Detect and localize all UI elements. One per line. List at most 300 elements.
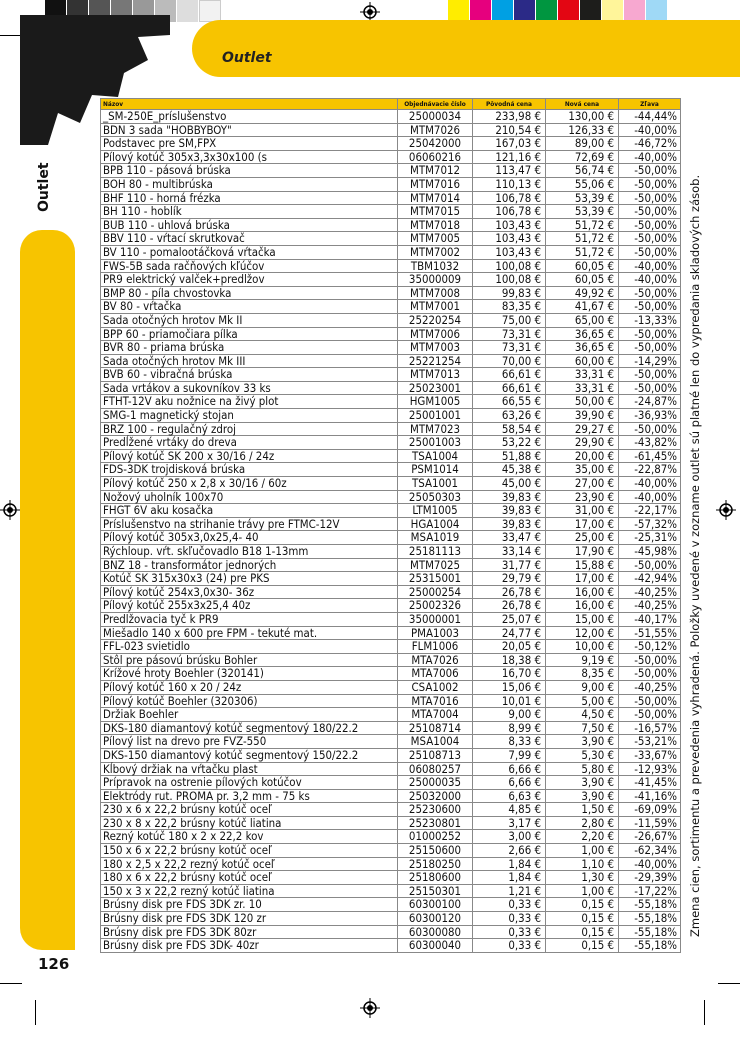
- side-section-label: Outlet: [36, 162, 52, 212]
- cell-name: Brúsny disk pre FDS 3DK 120 zr: [101, 912, 398, 926]
- table-row: [101, 123, 681, 137]
- cell-new-price: 36,65 €: [546, 327, 619, 341]
- table-row: [101, 653, 681, 667]
- cell-name: Pílový kotúč 160 x 20 / 24z: [101, 680, 398, 694]
- cell-order-number: MTM7001: [398, 300, 473, 314]
- table-row: [101, 463, 681, 477]
- cell-order-number: MTA7004: [398, 708, 473, 722]
- cell-name: BV 110 - pomalootáčková vŕtačka: [101, 245, 398, 259]
- cell-discount: -50,00%: [619, 327, 681, 341]
- cell-original-price: 100,08 €: [473, 259, 546, 273]
- cell-original-price: 20,05 €: [473, 640, 546, 654]
- table-row: [101, 626, 681, 640]
- cell-original-price: 4,85 €: [473, 803, 546, 817]
- cell-new-price: 2,80 €: [546, 816, 619, 830]
- cell-original-price: 6,66 €: [473, 776, 546, 790]
- cell-order-number: 25220254: [398, 313, 473, 327]
- cell-discount: -24,87%: [619, 395, 681, 409]
- cell-name: Pílový kotúč Boehler (320306): [101, 694, 398, 708]
- table-row: [101, 273, 681, 287]
- cell-name: Držiak Boehler: [101, 708, 398, 722]
- cell-original-price: 210,54 €: [473, 123, 546, 137]
- cell-original-price: 1,21 €: [473, 884, 546, 898]
- cell-name: BPB 110 - pásová brúska: [101, 164, 398, 178]
- cell-new-price: 35,00 €: [546, 463, 619, 477]
- cell-original-price: 6,66 €: [473, 762, 546, 776]
- cell-new-price: 33,31 €: [546, 381, 619, 395]
- table-row: [101, 477, 681, 491]
- table-row: [101, 789, 681, 803]
- cell-name: Sada otočných hrotov Mk III: [101, 354, 398, 368]
- table-row: [101, 381, 681, 395]
- cell-new-price: 5,00 €: [546, 694, 619, 708]
- cell-order-number: MSA1019: [398, 531, 473, 545]
- cell-name: BUB 110 - uhlová brúska: [101, 218, 398, 232]
- cell-order-number: 25150600: [398, 844, 473, 858]
- cell-order-number: 25023001: [398, 381, 473, 395]
- cell-name: Krížové hroty Boehler (320141): [101, 667, 398, 681]
- cell-new-price: 39,90 €: [546, 409, 619, 423]
- cell-order-number: TBM1032: [398, 259, 473, 273]
- cell-name: BPP 60 - priamočiara pílka: [101, 327, 398, 341]
- cell-discount: -12,93%: [619, 762, 681, 776]
- cell-name: Pílový list na drevo pre FVZ-550: [101, 735, 398, 749]
- cell-name: FHGT 6V aku kosačka: [101, 504, 398, 518]
- cell-order-number: MTM7002: [398, 245, 473, 259]
- cell-name: Brúsny disk pre FDS 3DK zr. 10: [101, 898, 398, 912]
- cell-discount: -51,55%: [619, 626, 681, 640]
- cell-discount: -40,25%: [619, 680, 681, 694]
- cell-new-price: 29,27 €: [546, 422, 619, 436]
- header-new-price: Nová cena: [546, 99, 619, 110]
- cell-order-number: 25150301: [398, 884, 473, 898]
- cell-discount: -41,16%: [619, 789, 681, 803]
- cell-name: Pílový kotúč 254x3,0x30- 36z: [101, 585, 398, 599]
- cell-name: BHF 110 - horná frézka: [101, 191, 398, 205]
- cell-discount: -50,00%: [619, 232, 681, 246]
- cell-order-number: 25000034: [398, 110, 473, 124]
- cell-original-price: 110,13 €: [473, 177, 546, 191]
- cell-new-price: 0,15 €: [546, 898, 619, 912]
- cell-name: Rýchloup. vŕt. skľučovadlo B18 1-13mm: [101, 545, 398, 559]
- cell-original-price: 8,33 €: [473, 735, 546, 749]
- cell-discount: -57,32%: [619, 517, 681, 531]
- cell-discount: -55,18%: [619, 912, 681, 926]
- cell-order-number: MTA7016: [398, 694, 473, 708]
- table-row: [101, 912, 681, 926]
- cell-order-number: MTM7026: [398, 123, 473, 137]
- cell-discount: -50,00%: [619, 694, 681, 708]
- table-row: [101, 517, 681, 531]
- table-row: [101, 422, 681, 436]
- cell-name: _SM-250E_príslušenstvo: [101, 110, 398, 124]
- cell-new-price: 10,00 €: [546, 640, 619, 654]
- cell-name: FTHT-12V aku nožnice na živý plot: [101, 395, 398, 409]
- cell-original-price: 100,08 €: [473, 273, 546, 287]
- cell-new-price: 8,35 €: [546, 667, 619, 681]
- cell-name: Brúsny disk pre FDS 3DK- 40zr: [101, 939, 398, 953]
- cell-order-number: MTM7015: [398, 205, 473, 219]
- cell-order-number: 25230600: [398, 803, 473, 817]
- cell-original-price: 0,33 €: [473, 898, 546, 912]
- cell-name: Kĺbový držiak na vŕtačku plast: [101, 762, 398, 776]
- cell-new-price: 126,33 €: [546, 123, 619, 137]
- cell-new-price: 1,10 €: [546, 857, 619, 871]
- cell-discount: -53,21%: [619, 735, 681, 749]
- cell-new-price: 1,00 €: [546, 844, 619, 858]
- table-row: [101, 857, 681, 871]
- cell-order-number: 01000252: [398, 830, 473, 844]
- cell-new-price: 33,31 €: [546, 368, 619, 382]
- cell-new-price: 50,00 €: [546, 395, 619, 409]
- table-row: [101, 680, 681, 694]
- cell-new-price: 9,19 €: [546, 653, 619, 667]
- table-row: [101, 354, 681, 368]
- table-row: [101, 300, 681, 314]
- cell-new-price: 0,15 €: [546, 939, 619, 953]
- cell-discount: -40,00%: [619, 123, 681, 137]
- cell-order-number: MTM7016: [398, 177, 473, 191]
- table-header-row: [101, 99, 681, 110]
- cell-discount: -50,00%: [619, 286, 681, 300]
- cell-order-number: 35000001: [398, 612, 473, 626]
- table-row: [101, 259, 681, 273]
- cell-new-price: 130,00 €: [546, 110, 619, 124]
- outlet-table: [100, 98, 681, 953]
- table-row: [101, 205, 681, 219]
- cell-new-price: 16,00 €: [546, 599, 619, 613]
- cell-name: BVB 60 - vibračná brúska: [101, 368, 398, 382]
- cell-new-price: 17,00 €: [546, 572, 619, 586]
- cell-original-price: 33,47 €: [473, 531, 546, 545]
- cell-original-price: 45,38 €: [473, 463, 546, 477]
- cell-discount: -40,25%: [619, 599, 681, 613]
- cell-order-number: MSA1004: [398, 735, 473, 749]
- cell-original-price: 75,00 €: [473, 313, 546, 327]
- cell-order-number: 25180250: [398, 857, 473, 871]
- table-row: [101, 137, 681, 151]
- cell-order-number: 60300100: [398, 898, 473, 912]
- cell-name: BVR 80 - priama brúska: [101, 341, 398, 355]
- cell-order-number: CSA1002: [398, 680, 473, 694]
- cell-new-price: 2,20 €: [546, 830, 619, 844]
- cell-original-price: 99,83 €: [473, 286, 546, 300]
- cell-name: FFL-023 svietidlo: [101, 640, 398, 654]
- cell-name: BDN 3 sada "HOBBYBOY": [101, 123, 398, 137]
- cell-order-number: 25042000: [398, 137, 473, 151]
- cell-original-price: 66,55 €: [473, 395, 546, 409]
- cell-name: DKS-150 diamantový kotúč segmentový 150/22.2: [101, 748, 398, 762]
- cell-discount: -40,00%: [619, 490, 681, 504]
- cell-name: BV 80 - vŕtačka: [101, 300, 398, 314]
- registration-mark-icon: [360, 998, 380, 1018]
- cell-discount: -55,18%: [619, 925, 681, 939]
- cell-order-number: 25221254: [398, 354, 473, 368]
- table-row: [101, 830, 681, 844]
- cell-new-price: 60,00 €: [546, 354, 619, 368]
- cell-name: FDS-3DK trojdisková brúska: [101, 463, 398, 477]
- table-row: [101, 449, 681, 463]
- cell-discount: -16,57%: [619, 721, 681, 735]
- table-row: [101, 191, 681, 205]
- table-row: [101, 409, 681, 423]
- cell-discount: -50,00%: [619, 205, 681, 219]
- cell-order-number: HGA1004: [398, 517, 473, 531]
- cell-new-price: 60,05 €: [546, 273, 619, 287]
- table-row: [101, 327, 681, 341]
- cell-order-number: HGM1005: [398, 395, 473, 409]
- table-row: [101, 150, 681, 164]
- cell-discount: -40,00%: [619, 273, 681, 287]
- table-row: [101, 735, 681, 749]
- table-row: [101, 490, 681, 504]
- cell-original-price: 106,78 €: [473, 205, 546, 219]
- cell-original-price: 16,70 €: [473, 667, 546, 681]
- cell-new-price: 15,00 €: [546, 612, 619, 626]
- cell-discount: -50,00%: [619, 708, 681, 722]
- cell-original-price: 39,83 €: [473, 517, 546, 531]
- table-row: [101, 776, 681, 790]
- cell-order-number: TSA1001: [398, 477, 473, 491]
- cell-discount: -55,18%: [619, 939, 681, 953]
- cell-discount: -17,22%: [619, 884, 681, 898]
- cell-discount: -40,00%: [619, 259, 681, 273]
- cell-new-price: 31,00 €: [546, 504, 619, 518]
- cell-discount: -13,33%: [619, 313, 681, 327]
- cell-original-price: 3,17 €: [473, 816, 546, 830]
- cell-new-price: 51,72 €: [546, 232, 619, 246]
- cell-order-number: 25032000: [398, 789, 473, 803]
- disclaimer-note: Zmena cien, sortimentu a prevedenia vyhradená. Položky uvedené v zozname outlet sú platné len do vypredania skladových zásob.: [688, 174, 702, 937]
- cell-new-price: 25,00 €: [546, 531, 619, 545]
- table-row: [101, 667, 681, 681]
- table-row: [101, 245, 681, 259]
- cell-original-price: 106,78 €: [473, 191, 546, 205]
- cell-discount: -50,00%: [619, 653, 681, 667]
- cell-order-number: MTM7008: [398, 286, 473, 300]
- cell-new-price: 0,15 €: [546, 925, 619, 939]
- cell-name: PR9 elektrický valček+predlžov: [101, 273, 398, 287]
- cell-name: Miešadlo 140 x 600 pre FPM - tekuté mat.: [101, 626, 398, 640]
- cell-original-price: 103,43 €: [473, 218, 546, 232]
- cell-new-price: 41,67 €: [546, 300, 619, 314]
- cell-name: 180 x 2,5 x 22,2 rezný kotúč oceľ: [101, 857, 398, 871]
- table-row: [101, 164, 681, 178]
- cell-new-price: 49,92 €: [546, 286, 619, 300]
- header-discount: Zľava: [619, 99, 681, 110]
- cell-new-price: 7,50 €: [546, 721, 619, 735]
- cmyk-color-bar: [448, 0, 668, 22]
- cell-original-price: 9,00 €: [473, 708, 546, 722]
- cell-new-price: 53,39 €: [546, 191, 619, 205]
- cell-order-number: 25108714: [398, 721, 473, 735]
- cell-original-price: 3,00 €: [473, 830, 546, 844]
- cell-original-price: 39,83 €: [473, 504, 546, 518]
- cell-name: Pílový kotúč SK 200 x 30/16 / 24z: [101, 449, 398, 463]
- cell-discount: -40,25%: [619, 585, 681, 599]
- registration-mark-icon: [716, 500, 736, 520]
- cell-original-price: 73,31 €: [473, 341, 546, 355]
- cell-original-price: 0,33 €: [473, 939, 546, 953]
- registration-mark-icon: [360, 2, 380, 22]
- cell-name: Pílový kotúč 250 x 2,8 x 30/16 / 60z: [101, 477, 398, 491]
- cell-discount: -42,94%: [619, 572, 681, 586]
- cell-original-price: 167,03 €: [473, 137, 546, 151]
- cell-original-price: 1,84 €: [473, 857, 546, 871]
- table-row: [101, 436, 681, 450]
- cell-original-price: 45,00 €: [473, 477, 546, 491]
- cell-new-price: 5,80 €: [546, 762, 619, 776]
- cell-name: Pílový kotúč 305x3,3x30x100 (s: [101, 150, 398, 164]
- cell-new-price: 89,00 €: [546, 137, 619, 151]
- cell-name: Príslušenstvo na strihanie trávy pre FTMC-12V: [101, 517, 398, 531]
- cell-order-number: MTA7006: [398, 667, 473, 681]
- cell-discount: -50,00%: [619, 245, 681, 259]
- cell-name: 150 x 3 x 22,2 rezný kotúč liatina: [101, 884, 398, 898]
- cell-original-price: 8,99 €: [473, 721, 546, 735]
- cell-original-price: 51,88 €: [473, 449, 546, 463]
- cell-original-price: 25,07 €: [473, 612, 546, 626]
- cell-new-price: 3,90 €: [546, 776, 619, 790]
- cell-name: Podstavec pre SM,FPX: [101, 137, 398, 151]
- cell-new-price: 65,00 €: [546, 313, 619, 327]
- cell-name: 150 x 6 x 22,2 brúsny kotúč oceľ: [101, 844, 398, 858]
- cell-discount: -50,00%: [619, 422, 681, 436]
- table-row: [101, 313, 681, 327]
- cell-original-price: 53,22 €: [473, 436, 546, 450]
- cell-discount: -50,00%: [619, 164, 681, 178]
- side-tab-background: [20, 230, 75, 950]
- cell-name: Predlžovacia tyč k PR9: [101, 612, 398, 626]
- cell-order-number: 25180600: [398, 871, 473, 885]
- cell-original-price: 24,77 €: [473, 626, 546, 640]
- cell-name: Rezný kotúč 180 x 2 x 22,2 kov: [101, 830, 398, 844]
- cell-original-price: 0,33 €: [473, 925, 546, 939]
- cell-discount: -50,00%: [619, 667, 681, 681]
- cell-name: BOH 80 - multibrúska: [101, 177, 398, 191]
- table-row: [101, 218, 681, 232]
- cell-new-price: 17,90 €: [546, 545, 619, 559]
- cell-new-price: 3,90 €: [546, 789, 619, 803]
- cell-original-price: 2,66 €: [473, 844, 546, 858]
- cell-new-price: 1,00 €: [546, 884, 619, 898]
- cell-name: BMP 80 - píla chvostovka: [101, 286, 398, 300]
- cell-new-price: 1,50 €: [546, 803, 619, 817]
- cell-order-number: MTM7014: [398, 191, 473, 205]
- cell-original-price: 29,79 €: [473, 572, 546, 586]
- cell-discount: -36,93%: [619, 409, 681, 423]
- cell-order-number: LTM1005: [398, 504, 473, 518]
- cell-discount: -50,00%: [619, 381, 681, 395]
- cell-original-price: 10,01 €: [473, 694, 546, 708]
- cell-name: SMG-1 magnetický stojan: [101, 409, 398, 423]
- cell-name: 230 x 6 x 22,2 brúsny kotúč oceľ: [101, 803, 398, 817]
- cell-order-number: MTM7003: [398, 341, 473, 355]
- cell-order-number: MTA7026: [398, 653, 473, 667]
- cell-discount: -50,12%: [619, 640, 681, 654]
- cell-original-price: 58,54 €: [473, 422, 546, 436]
- cell-discount: -40,00%: [619, 857, 681, 871]
- cell-discount: -43,82%: [619, 436, 681, 450]
- cell-name: Brúsny disk pre FDS 3DK 80zr: [101, 925, 398, 939]
- cell-new-price: 53,39 €: [546, 205, 619, 219]
- cell-discount: -46,72%: [619, 137, 681, 151]
- cell-discount: -40,00%: [619, 150, 681, 164]
- table-row: [101, 694, 681, 708]
- cell-discount: -45,98%: [619, 545, 681, 559]
- cell-original-price: 31,77 €: [473, 558, 546, 572]
- cell-original-price: 73,31 €: [473, 327, 546, 341]
- table-row: [101, 816, 681, 830]
- cell-new-price: 20,00 €: [546, 449, 619, 463]
- cell-new-price: 3,90 €: [546, 735, 619, 749]
- cell-new-price: 51,72 €: [546, 245, 619, 259]
- table-row: [101, 640, 681, 654]
- cell-order-number: 60300080: [398, 925, 473, 939]
- cell-order-number: 25000035: [398, 776, 473, 790]
- cell-new-price: 1,30 €: [546, 871, 619, 885]
- cell-discount: -26,67%: [619, 830, 681, 844]
- cell-name: Pílový kotúč 255x3x25,4 40z: [101, 599, 398, 613]
- table-row: [101, 803, 681, 817]
- cell-order-number: MTM7023: [398, 422, 473, 436]
- table-row: [101, 708, 681, 722]
- cell-new-price: 36,65 €: [546, 341, 619, 355]
- cell-order-number: 25002326: [398, 599, 473, 613]
- table-row: [101, 939, 681, 953]
- crop-mark: [718, 983, 740, 984]
- cell-order-number: 06060216: [398, 150, 473, 164]
- cell-new-price: 72,69 €: [546, 150, 619, 164]
- cell-order-number: 25315001: [398, 572, 473, 586]
- cell-new-price: 23,90 €: [546, 490, 619, 504]
- cell-new-price: 17,00 €: [546, 517, 619, 531]
- cell-discount: -62,34%: [619, 844, 681, 858]
- cell-discount: -40,00%: [619, 477, 681, 491]
- header-order-number: Objednávacie číslo: [398, 99, 473, 110]
- table-row: [101, 368, 681, 382]
- cell-discount: -29,39%: [619, 871, 681, 885]
- cell-new-price: 60,05 €: [546, 259, 619, 273]
- cell-name: Nožový uholník 100x70: [101, 490, 398, 504]
- cell-original-price: 83,35 €: [473, 300, 546, 314]
- cell-name: FWS-5B sada račňových kľúčov: [101, 259, 398, 273]
- table-row: [101, 572, 681, 586]
- cell-name: BBV 110 - vŕtací skrutkovač: [101, 232, 398, 246]
- cell-order-number: MTM7018: [398, 218, 473, 232]
- cell-new-price: 9,00 €: [546, 680, 619, 694]
- cell-order-number: MTM7013: [398, 368, 473, 382]
- table-row: [101, 232, 681, 246]
- cell-discount: -50,00%: [619, 341, 681, 355]
- table-row: [101, 531, 681, 545]
- crop-mark: [704, 1000, 705, 1025]
- table-row: [101, 395, 681, 409]
- cell-order-number: 06080257: [398, 762, 473, 776]
- cell-order-number: PSM1014: [398, 463, 473, 477]
- cell-new-price: 56,74 €: [546, 164, 619, 178]
- cell-name: BRZ 100 - regulačný zdroj: [101, 422, 398, 436]
- cell-discount: -40,17%: [619, 612, 681, 626]
- cell-discount: -11,59%: [619, 816, 681, 830]
- table-row: [101, 871, 681, 885]
- table-row: [101, 558, 681, 572]
- cell-name: DKS-180 diamantový kotúč segmentový 180/22.2: [101, 721, 398, 735]
- cell-original-price: 121,16 €: [473, 150, 546, 164]
- cell-discount: -69,09%: [619, 803, 681, 817]
- cell-original-price: 26,78 €: [473, 599, 546, 613]
- header-name: Názov: [101, 99, 398, 110]
